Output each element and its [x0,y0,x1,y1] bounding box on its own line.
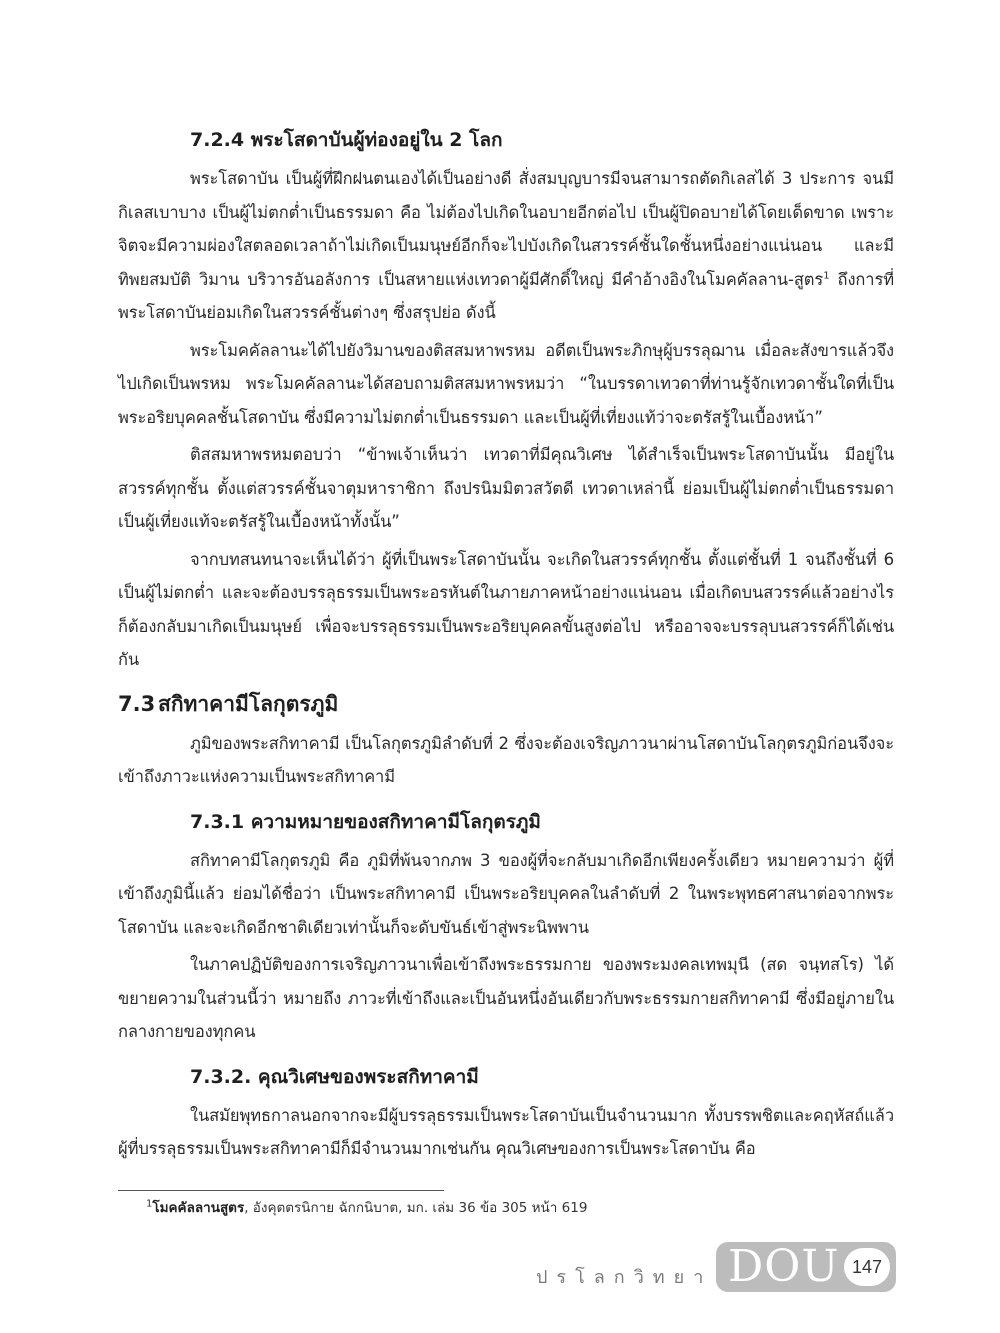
paragraph-dhammakaya-practice: ในภาคปฏิบัติของการเจริญภาวนาเพื่อเข้าถึงพระธรรมกาย ของพระมงคลเทพมุนี (สด จนฺทสโร) ได้ขยายความในส่วนนี้ว่า หมายถึง ภาวะที่เข้าถึงและเป็นอันหนึ่งอันเดียวกับพระธรรมกายสกิทาคามี ซึ่งมีอยู่ภายในกลางกายของทุกคน [118,955,894,1041]
paragraph-sakadagami-realm: ภูมิของพระสกิทาคามี เป็นโลกุตรภูมิลำดับที่ 2 ซึ่งจะต้องเจริญภาวนาผ่านโสดาบันโลกุตรภูมิก่อนจึงจะเข้าถึงภาวะแห่งความเป็นพระสกิทาคามี [118,733,894,786]
footnote-marker: 1 [146,1198,153,1210]
footnote-title: โมคคัลลานสูตร [152,1200,245,1216]
footnote [146,1198,587,1218]
heading-7-2-4: 7.2.4 พระโสดาบันผู้ท่องอยู่ใน 2 โลก [190,129,503,151]
dou-logo-badge [716,1242,896,1292]
paragraph-sotapanna-intro [118,162,894,330]
paragraph-text: ถึงการที่พระโสดาบันย่อมเกิดในสวรรค์ชั้นต่างๆ ซึ่งสรุปย่อ ดังนี้ [118,269,894,322]
paragraph-sakadagami-meaning: สกิทาคามีโลกุตรภูมิ คือ ภูมิที่พ้นจากภพ 3 ของผู้ที่จะกลับมาเกิดอีกเพียงครั้งเดียว หมายความว่า ผู้ที่เข้าถึงภูมินี้แล้ว ย่อมได้ชื่อว่า เป็นพระสกิทาคามี เป็นพระอริยบุคคลในลำดับที่ 2 ในพระพุทธศาสนาต่อจากพระโสดาบัน และจะเกิดอีกชาติเดียวเท่านั้นก็จะดับขันธ์เข้าสู่พระนิพพาน [118,850,894,937]
footnote-text: , อังคุตตรนิกาย ฉักกนิบาต, มก. เล่ม 36 ข้อ 305 หน้า 619 [244,1200,588,1216]
dou-logo: DOU [728,1241,840,1292]
paragraph-text: พระโสดาบัน เป็นผู้ที่ฝึกฝนตนเองได้เป็นอย่างดี สั่งสมบุญบารมีจนสามารถตัดกิเลสได้ 3 ประการ จนมีกิเลสเบาบาง เป็นผู้ไม่ตกต่ำเป็นธรรมดา คือ ไม่ต้องไปเกิดในอบายอีกต่อไป เป็นผู้ปิดอบายได้โดยเด็ดขาด เพราะจิตจะมีความผ่องใสตลอดเวลาถ้าไม่เกิดเป็นมนุษย์อีกก็จะไปบังเกิดในสวรรค์ชั้นใดชั้นหนึ่งอย่างแน่นอน และมีทิพยสมบัติ วิมาน บริวารอันอลังการ เป็นสหายแห่งเทวดาผู้มีศักดิ์ใหญ่ มีคำอ้างอิงในโมคคัลลาน-สูตร [118,169,894,289]
heading-title: สกิทาคามีโลกุตรภูมิ [158,691,339,716]
paragraph-tissa-answer: ติสสมหาพรหมตอบว่า “ข้าพเจ้าเห็นว่า เทวดาที่มีคุณวิเศษ ได้สำเร็จเป็นพระโสดาบันนั้น มีอยู่ในสวรรค์ทุกชั้น ตั้งแต่สวรรค์ชั้นจาตุมหาราชิกา ถึงปรนิมมิตวสวัตดี เทวดาเหล่านี้ ย่อมเป็นผู้ไม่ตกต่ำเป็นธรรมดา เป็นผู้เที่ยงแท้จะตรัสรู้ในเบื้องหน้าทั้งนั้น” [118,445,894,531]
page-number: 147 [844,1248,890,1286]
heading-7-3-2: 7.3.2. คุณวิเศษของพระสกิทาคามี [190,1065,479,1088]
heading-7-3-1: 7.3.1 ความหมายของสกิทาคามีโลกุตรภูมิ [190,810,541,833]
footnote-divider [118,1190,444,1191]
footnote-ref[interactable]: 1 [823,270,830,281]
paragraph-moggallana-visit: พระโมคคัลลานะได้ไปยังวิมานของติสสมหาพรหม อดีตเป็นพระภิกษุผู้บรรลุฌาน เมื่อละสังขารแล้วจึงไปเกิดเป็นพรหม พระโมคคัลลานะได้สอบถามติสสมหาพรหมว่า “ในบรรดาเทวดาที่ท่านรู้จักเทวดาชั้นใดที่เป็นพระอริยบุคคลชั้นโสดาบัน ซึ่งมีความไม่ตกต่ำเป็นธรรมดา และเป็นผู้ที่เที่ยงแท้ว่าจะตรัสรู้ในเบื้องหน้า” [118,340,894,427]
course-title: ปรโลกวิทยา [536,1267,713,1288]
heading-number: 7.3 [118,691,156,716]
paragraph-conversation-summary: จากบทสนทนาจะเห็นได้ว่า ผู้ที่เป็นพระโสดาบันนั้น จะเกิดในสวรรค์ทุกชั้น ตั้งแต่ชั้นที่ 1 จนถึงชั้นที่ 6 เป็นผู้ไม่ตกต่ำ และจะต้องบรรลุธรรมเป็นพระอรหันต์ในภายภาคหน้าอย่างแน่นอน เมื่อเกิดบนสวรรค์แล้วอย่างไรก็ต้องกลับมาเกิดเป็นมนุษย์ เพื่อจะบรรลุธรรมเป็นพระอริยบุคคลขั้นสูงต่อไป หรืออาจจะบรรลุบนสวรรค์ก็ได้เช่นกัน [118,549,894,669]
paragraph-sakadagami-virtues: ในสมัยพุทธกาลนอกจากจะมีผู้บรรลุธรรมเป็นพระโสดาบันเป็นจำนวนมาก ทั้งบรรพชิตและคฤหัสถ์แล้ว ผู้ที่บรรลุธรรมเป็นพระสกิทาคามีก็มีจำนวนมากเช่นกัน คุณวิเศษของการเป็นพระโสดาบัน คือ [118,1105,894,1158]
heading-7-3 [118,685,894,723]
page-body [118,112,894,1170]
